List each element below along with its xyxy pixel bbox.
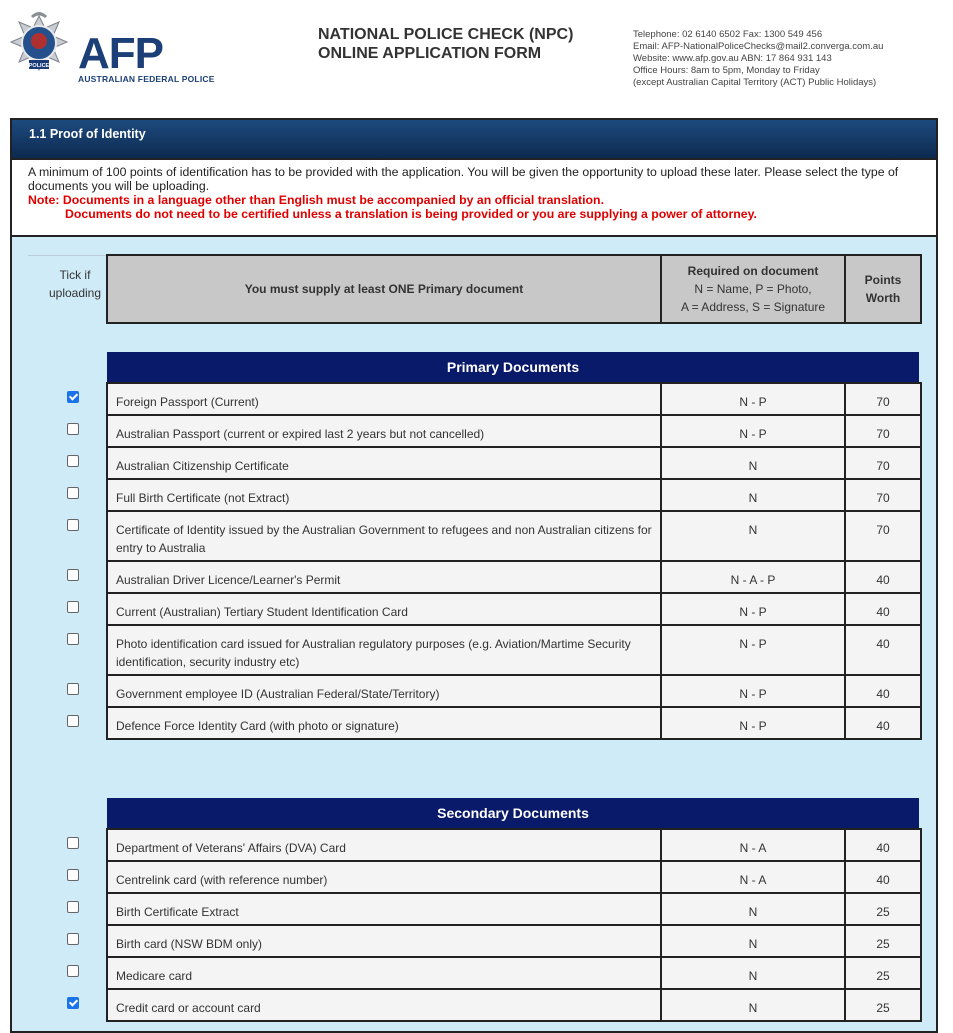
points-value: 40 bbox=[876, 637, 890, 651]
required-fields-cell bbox=[661, 707, 845, 739]
primary-document-checkbox[interactable] bbox=[67, 519, 79, 531]
contact-line: Email: AFP-NationalPoliceChecks@mail2.converga.com.au bbox=[633, 41, 884, 52]
document-name: Certificate of Identity issued by the Australian Government to refugees and non Australian citizens for entry to Australia bbox=[116, 523, 652, 555]
document-name-cell bbox=[107, 383, 661, 415]
required-fields: N - A bbox=[739, 841, 767, 855]
points-value-cell bbox=[845, 707, 921, 739]
required-fields: N - P bbox=[739, 395, 767, 409]
points-value: 25 bbox=[876, 1001, 890, 1015]
points-value-cell bbox=[845, 593, 921, 625]
points-value-cell bbox=[845, 625, 921, 675]
points-value-cell bbox=[845, 383, 921, 415]
table-row bbox=[107, 675, 921, 707]
document-name-cell bbox=[107, 511, 661, 561]
table-row bbox=[107, 893, 921, 925]
table-row bbox=[107, 829, 921, 861]
req-header-legend: A = Address, S = Signature bbox=[680, 300, 826, 314]
points-value-cell bbox=[845, 893, 921, 925]
document-name-cell bbox=[107, 561, 661, 593]
document-name-cell bbox=[107, 957, 661, 989]
document-name: Birth card (NSW BDM only) bbox=[116, 937, 263, 951]
required-fields-cell bbox=[661, 415, 845, 447]
points-value-cell bbox=[845, 829, 921, 861]
document-name-cell bbox=[107, 625, 661, 675]
table-row bbox=[107, 479, 921, 511]
table-row bbox=[107, 511, 921, 561]
logo-subtitle: AUSTRALIAN FEDERAL POLICE bbox=[78, 74, 215, 84]
table-row bbox=[107, 447, 921, 479]
document-name: Current (Australian) Tertiary Student Identification Card bbox=[116, 605, 408, 619]
document-name-cell bbox=[107, 447, 661, 479]
tick-header-line: uploading bbox=[48, 286, 102, 300]
required-fields: N bbox=[748, 969, 758, 983]
points-value: 40 bbox=[876, 719, 890, 733]
req-header-title: Required on document bbox=[687, 264, 819, 278]
required-fields: N bbox=[748, 937, 758, 951]
document-name: Government employee ID (Australian Federal/State/Territory) bbox=[116, 687, 440, 701]
required-fields: N - P bbox=[739, 605, 767, 619]
required-fields-cell bbox=[661, 925, 845, 957]
divider bbox=[28, 255, 116, 256]
document-name: Medicare card bbox=[116, 969, 193, 983]
table-row bbox=[107, 861, 921, 893]
required-fields: N - P bbox=[739, 637, 767, 651]
contact-details bbox=[633, 29, 883, 89]
required-fields-cell bbox=[661, 479, 845, 511]
document-name: Defence Force Identity Card (with photo or signature) bbox=[116, 719, 399, 733]
table-row bbox=[107, 593, 921, 625]
section-intro bbox=[12, 158, 936, 237]
required-fields-cell bbox=[661, 957, 845, 989]
contact-line: Website: www.afp.gov.au ABN: 17 864 931 143 bbox=[633, 53, 832, 64]
intro-text: A minimum of 100 points of identification has to be provided with the application. You will be given the opportunity to upload these later. Please select the type of documents you will be uploading. bbox=[28, 165, 899, 193]
required-fields: N bbox=[748, 1001, 758, 1015]
proof-of-identity-panel bbox=[10, 118, 938, 1033]
points-value-cell bbox=[845, 415, 921, 447]
document-name: Department of Veterans' Affairs (DVA) Card bbox=[116, 841, 346, 855]
secondary-document-checkbox[interactable] bbox=[67, 997, 79, 1009]
table-row bbox=[107, 957, 921, 989]
required-fields-cell bbox=[661, 861, 845, 893]
required-fields-cell bbox=[661, 447, 845, 479]
logo-wordmark: AFP bbox=[78, 29, 163, 78]
primary-document-checkbox[interactable] bbox=[67, 715, 79, 727]
translation-note: Note: Documents in a language other than English must be accompanied by an official translation. bbox=[28, 193, 604, 207]
document-name-cell bbox=[107, 861, 661, 893]
points-value-cell bbox=[845, 925, 921, 957]
document-name: Photo identification card issued for Australian regulatory purposes (e.g. Aviation/Martime Security identification, security industry etc) bbox=[116, 637, 631, 669]
page-title bbox=[318, 25, 573, 63]
document-name-cell bbox=[107, 675, 661, 707]
secondary-document-checkbox[interactable] bbox=[67, 869, 79, 881]
document-name-cell bbox=[107, 893, 661, 925]
document-name: Birth Certificate Extract bbox=[116, 905, 239, 919]
primary-document-checkbox[interactable] bbox=[67, 683, 79, 695]
document-name: Australian Citizenship Certificate bbox=[116, 459, 289, 473]
primary-document-checkbox[interactable] bbox=[67, 569, 79, 581]
points-value-cell bbox=[845, 561, 921, 593]
points-value: 25 bbox=[876, 969, 890, 983]
points-value: 40 bbox=[876, 605, 890, 619]
document-name: Centrelink card (with reference number) bbox=[116, 873, 328, 887]
points-worth-header bbox=[845, 255, 921, 323]
required-fields-cell bbox=[661, 511, 845, 561]
document-name: Australian Passport (current or expired last 2 years but not cancelled) bbox=[116, 427, 485, 441]
document-name-cell bbox=[107, 989, 661, 1021]
contact-line: Telephone: 02 6140 6502 Fax: 1300 549 456 bbox=[633, 29, 823, 40]
required-fields-cell bbox=[661, 829, 845, 861]
required-fields: N bbox=[748, 459, 758, 473]
points-value: 25 bbox=[876, 905, 890, 919]
required-fields-cell bbox=[661, 383, 845, 415]
secondary-document-checkbox[interactable] bbox=[67, 933, 79, 945]
required-fields: N - P bbox=[739, 719, 767, 733]
primary-document-checkbox[interactable] bbox=[67, 601, 79, 613]
points-value: 70 bbox=[876, 459, 890, 473]
document-name-cell bbox=[107, 593, 661, 625]
police-crest-icon bbox=[5, 8, 73, 88]
required-fields: N bbox=[748, 905, 758, 919]
required-fields: N bbox=[748, 491, 758, 505]
badge-police-text: POLICE bbox=[28, 63, 50, 69]
required-fields-cell bbox=[661, 675, 845, 707]
points-value-cell bbox=[845, 957, 921, 989]
table-row bbox=[107, 989, 921, 1021]
page-header bbox=[0, 0, 953, 118]
afp-logo bbox=[5, 8, 215, 88]
points-value-cell bbox=[845, 861, 921, 893]
table-row bbox=[107, 707, 921, 739]
document-name-cell bbox=[107, 479, 661, 511]
primary-document-checkbox[interactable] bbox=[67, 423, 79, 435]
points-value: 70 bbox=[876, 427, 890, 441]
primary-documents-title: Primary Documents bbox=[107, 352, 919, 382]
primary-document-checkbox[interactable] bbox=[67, 633, 79, 645]
points-value: 40 bbox=[876, 841, 890, 855]
primary-document-checkbox[interactable] bbox=[67, 455, 79, 467]
document-name: Australian Driver Licence/Learner's Permit bbox=[116, 573, 341, 587]
primary-documents-table bbox=[106, 382, 922, 740]
points-value: 70 bbox=[876, 491, 890, 505]
contact-line: (except Australian Capital Territory (ACT) Public Holidays) bbox=[633, 77, 877, 88]
points-value: 40 bbox=[876, 873, 890, 887]
points-header-line: Worth bbox=[865, 291, 901, 305]
primary-document-checkbox[interactable] bbox=[67, 487, 79, 499]
points-value-cell bbox=[845, 479, 921, 511]
secondary-documents-title: Secondary Documents bbox=[107, 798, 919, 828]
table-row bbox=[107, 415, 921, 447]
points-value: 70 bbox=[876, 523, 890, 537]
required-fields-cell bbox=[661, 561, 845, 593]
document-name-cell bbox=[107, 707, 661, 739]
tick-header-line: Tick if bbox=[59, 268, 91, 282]
document-name-cell bbox=[107, 925, 661, 957]
points-value: 40 bbox=[876, 573, 890, 587]
contact-line: Office Hours: 8am to 5pm, Monday to Friday bbox=[633, 65, 820, 76]
table-row bbox=[107, 625, 921, 675]
points-value-cell bbox=[845, 989, 921, 1021]
table-row bbox=[107, 561, 921, 593]
required-fields: N - P bbox=[739, 687, 767, 701]
primary-requirement-header: You must supply at least ONE Primary document bbox=[107, 255, 661, 323]
required-fields: N - A bbox=[739, 873, 767, 887]
points-value-cell bbox=[845, 675, 921, 707]
title-line-2: ONLINE APPLICATION FORM bbox=[318, 45, 542, 62]
document-name: Credit card or account card bbox=[116, 1001, 261, 1015]
required-fields-cell bbox=[661, 893, 845, 925]
required-fields: N - P bbox=[739, 427, 767, 441]
points-value-cell bbox=[845, 447, 921, 479]
primary-document-checkbox[interactable] bbox=[67, 391, 79, 403]
table-row bbox=[107, 925, 921, 957]
points-value: 70 bbox=[876, 395, 890, 409]
tick-column-header bbox=[38, 266, 112, 302]
required-fields: N bbox=[748, 523, 758, 537]
document-name-cell bbox=[107, 829, 661, 861]
points-value: 40 bbox=[876, 687, 890, 701]
req-header-legend: N = Name, P = Photo, bbox=[694, 282, 812, 296]
document-name: Full Birth Certificate (not Extract) bbox=[116, 491, 290, 505]
secondary-document-checkbox[interactable] bbox=[67, 965, 79, 977]
points-header-line: Points bbox=[864, 273, 902, 287]
title-line-1: NATIONAL POLICE CHECK (NPC) bbox=[318, 26, 574, 43]
secondary-documents-table bbox=[106, 828, 922, 1022]
required-fields-cell bbox=[661, 625, 845, 675]
document-name-cell bbox=[107, 415, 661, 447]
certification-note: Documents do not need to be certified unless a translation is being provided or you are supplying a power of attorney. bbox=[65, 207, 757, 221]
secondary-document-checkbox[interactable] bbox=[67, 837, 79, 849]
section-title: 1.1 Proof of Identity bbox=[12, 120, 936, 158]
required-fields-cell bbox=[661, 593, 845, 625]
table-row bbox=[107, 383, 921, 415]
required-on-document-header bbox=[661, 255, 845, 323]
required-fields-cell bbox=[661, 989, 845, 1021]
document-table-header bbox=[106, 254, 922, 324]
required-fields: N - A - P bbox=[730, 573, 776, 587]
secondary-document-checkbox[interactable] bbox=[67, 901, 79, 913]
points-value: 25 bbox=[876, 937, 890, 951]
points-value-cell bbox=[845, 511, 921, 561]
document-name: Foreign Passport (Current) bbox=[116, 395, 259, 409]
